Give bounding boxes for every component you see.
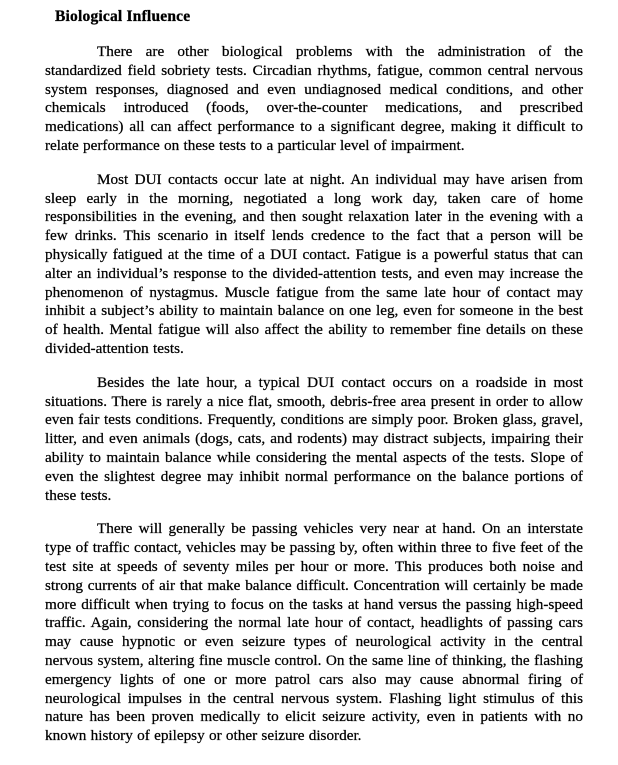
paragraph-late-night-fatigue: Most DUI contacts occur late at night. An individual may have arisen from sleep early in the morning, negotiated a long work day, taken care of home responsibilities in the evening, and then sought relaxation later in the evening with a few drinks. This scenario in itself lends credence to the fact that a person will be physically fatigued at the time of a DUI contact. Fatigue is a powerful status that can alter an individual’s response to the divided-attention tests, and even may increase the phenomenon of nystagmus. Muscle fatigue from the same late hour of contact may inhibit a subject’s ability to maintain balance on one leg, even for someone in the best of health. Mental fatigue will also affect the ability to remember fine details on these divided-attention tests. xyxy=(45,170,583,357)
section-heading: Biological Influence xyxy=(55,8,191,25)
paragraph-roadside-conditions: Besides the late hour, a typical DUI contact occurs on a roadside in most situations. There is rarely a nice flat, smooth, debris-free area present in order to allow even fair tests conditions. Frequently, conditions are simply poor. Broken glass, gravel, litter, and even animals (dogs, cats, and rodents) may distract subjects, impairing their ability to maintain balance while considering the mental aspects of the tests. Slope of even the slightest degree may inhibit normal performance on the balance portions of these tests. xyxy=(45,373,583,504)
paragraph-passing-vehicles: There will generally be passing vehicles very near at hand. On an interstate type of traffic contact, vehicles may be passing by, often within three to five feet of the test site at speeds of seventy miles per hour or more. This produces both noise and strong currents of air that make balance difficult. Concentration will certainly be made more difficult when trying to focus on the tasks at hand versus the passing high-speed traffic. Again, considering the normal late hour of contact, headlights of passing cars may cause hypnotic or even seizure types of neurological activity in the central nervous system, altering fine muscle control. On the same line of thinking, the flashing emergency lights of one or more patrol cars also may cause abnormal firing of neurological impulses in the central nervous system. Flashing light stimulus of this nature has been proven medically to elicit seizure activity, even in patients with no known history of epilepsy or other seizure disorder. xyxy=(45,520,583,745)
body-text xyxy=(45,43,583,746)
paragraph-biological-problems: There are other biological problems with the administration of the standardized field sobriety tests. Circadian rhythms, fatigue, common central nervous system responses, diagnosed and even undiagnosed medical conditions, and other chemicals introduced (foods, over-the-counter medications, and prescribed medications) all can affect performance to a significant degree, making it difficult to relate performance on these tests to a particular level of impairment. xyxy=(45,43,583,154)
